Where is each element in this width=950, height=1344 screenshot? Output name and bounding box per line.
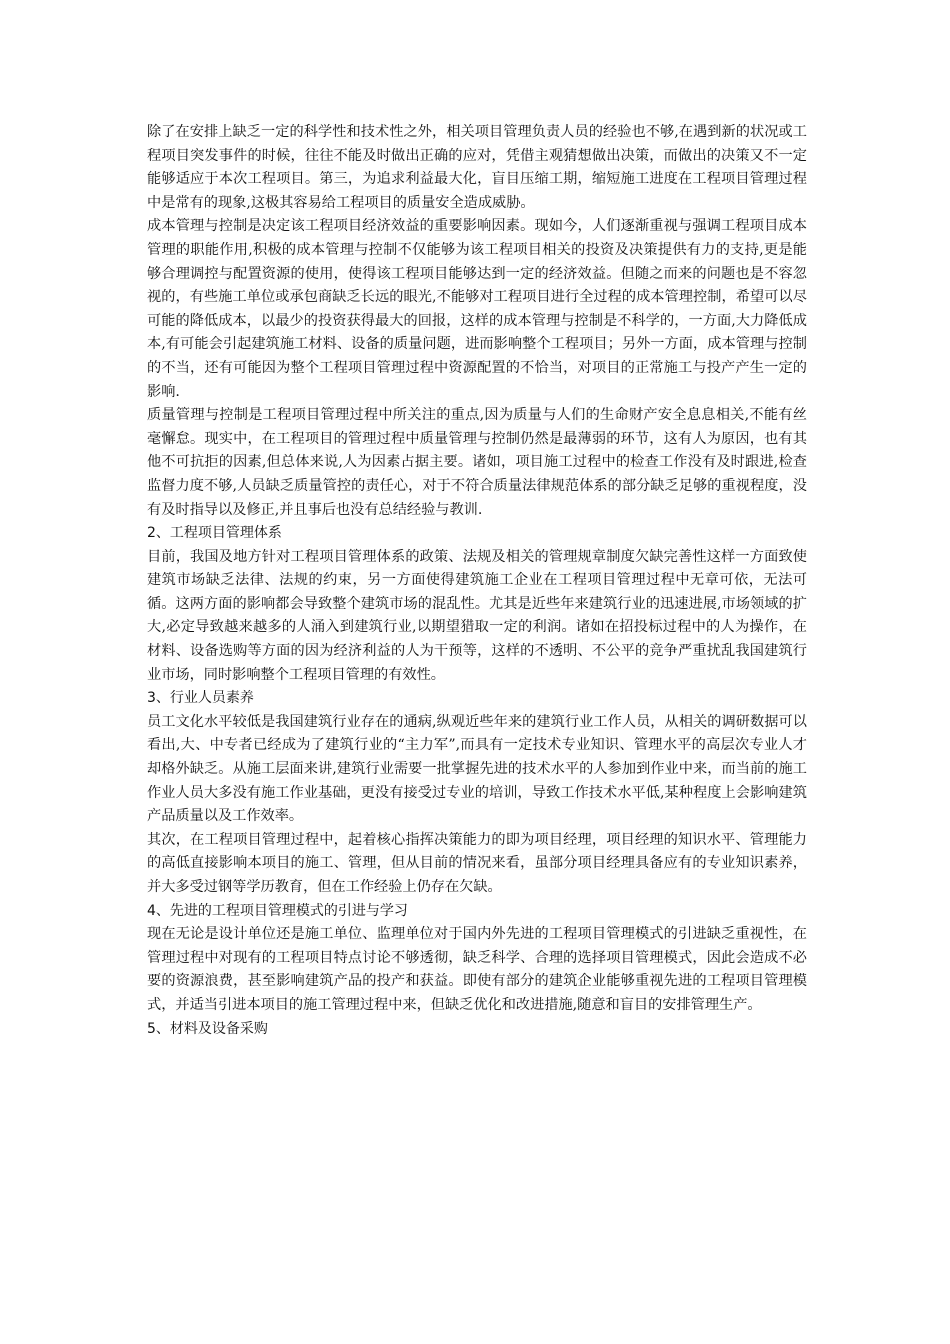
section-heading-personnel-quality: 3、行业人员素养: [147, 690, 254, 707]
section-heading-management-system: 2、工程项目管理体系: [147, 525, 282, 542]
paragraph-quality-control: 质量管理与控制是工程项目管理过程中所关注的重点,因为质量与人们的生命财产安全息息相关,不能有丝毫懈怠。现实中，在工程项目的管理过程中质量管理与控制仍然是最薄弱的环节，这有人为原因，也有其他不可抗拒的因素,但总体来说,人为因素占据主要。诸如，项目施工过程中的检查工作没有及时跟进,检查监督力度不够,人员缺乏质量管控的责任心，对于不符合质量法律规范体系的部分缺乏足够的重视程度，没有及时指导以及修正,并且事后也没有总结经验与教训.: [147, 407, 807, 518]
paragraph-personnel-education: 员工文化水平较低是我国建筑行业存在的通病,纵观近些年来的建筑行业工作人员，从相关的调研数据可以看出,大、中专者已经成为了建筑行业的“主力军”,而具有一定技术专业知识、管理水平的高层次专业人才却格外缺乏。从施工层面来讲,建筑行业需要一批掌握先进的技术水平的人参加到作业中来，而当前的施工作业人员大多没有施工作业基础，更没有接受过专业的培训，导致工作技术水平低,某种程度上会影响建筑产品质量以及工作效率。: [147, 713, 807, 825]
document-page: [147, 121, 807, 1041]
paragraph-schedule-risk: 除了在安排上缺乏一定的科学性和技术性之外，相关项目管理负责人员的经验也不够,在遇到新的状况或工程项目突发事件的时候，往往不能及时做出正确的应对，凭借主观猜想做出决策，而做出的决策又不一定能够适应于本次工程项目。第三，为追求利益最大化，盲目压缩工期，缩短施工进度在工程项目管理过程中是常有的现象,这极其容易给工程项目的质量安全造成威胁。: [147, 124, 807, 211]
paragraph-project-manager: 其次，在工程项目管理过程中，起着核心指挥决策能力的即为项目经理，项目经理的知识水平、管理能力的高低直接影响本项目的施工、管理，但从目前的情况来看，虽部分项目经理具备应有的专业知识素养，并大多受过钢等学历教育，但在工作经验上仍存在欠缺。: [147, 831, 807, 895]
paragraph-management-models: 现在无论是设计单位还是施工单位、监理单位对于国内外先进的工程项目管理模式的引进缺乏重视性，在管理过程中对现有的工程项目特点讨论不够透彻，缺乏科学、合理的选择项目管理模式，因此会造成不必要的资源浪费，甚至影响建筑产品的投产和获益。即使有部分的建筑企业能够重视先进的工程项目管理模式，并适当引进本项目的施工管理过程中来，但缺乏优化和改进措施,随意和盲目的安排管理生产。: [147, 926, 807, 1013]
paragraph-cost-control: 成本管理与控制是决定该工程项目经济效益的重要影响因素。现如今，人们逐渐重视与强调工程项目成本管理的职能作用,积极的成本管理与控制不仅能够为该工程项目相关的投资及决策提供有力的支持,更是能够合理调控与配置资源的使用，使得该工程项目能够达到一定的经济效益。但随之而来的问题也是不容忽视的，有些施工单位或承包商缺乏长远的眼光,不能够对工程项目进行全过程的成本管理控制，希望可以尽可能的降低成本，以最少的投资获得最大的回报，这样的成本管理与控制是不科学的，一方面,大力降低成本,有可能会引起建筑施工材料、设备的质量问题，进而影响整个工程项目；另外一方面，成本管理与控制的不当，还有可能因为整个工程项目管理过程中资源配置的不恰当，对项目的正常施工与投产产生一定的影响.: [147, 218, 807, 400]
paragraph-management-system: 目前，我国及地方针对工程项目管理体系的政策、法规及相关的管理规章制度欠缺完善性这样一方面致使建筑市场缺乏法律、法规的约束，另一方面使得建筑施工企业在工程项目管理过程中无章可依，无法可循。这两方面的影响都会导致整个建筑市场的混乱性。尤其是近些年来建筑行业的迅速进展,市场领域的扩大,必定导致越来越多的人涌入到建筑行业,以期望猎取一定的利润。诸如在招投标过程中的人为操作，在材料、设备选购等方面的因为经济利益的人为干预等，这样的不透明、不公平的竞争严重扰乱我国建筑行业市场，同时影响整个工程项目管理的有效性。: [147, 548, 807, 683]
section-heading-management-models: 4、先进的工程项目管理模式的引进与学习: [147, 902, 408, 919]
section-heading-procurement: 5、材料及设备采购: [147, 1020, 268, 1037]
